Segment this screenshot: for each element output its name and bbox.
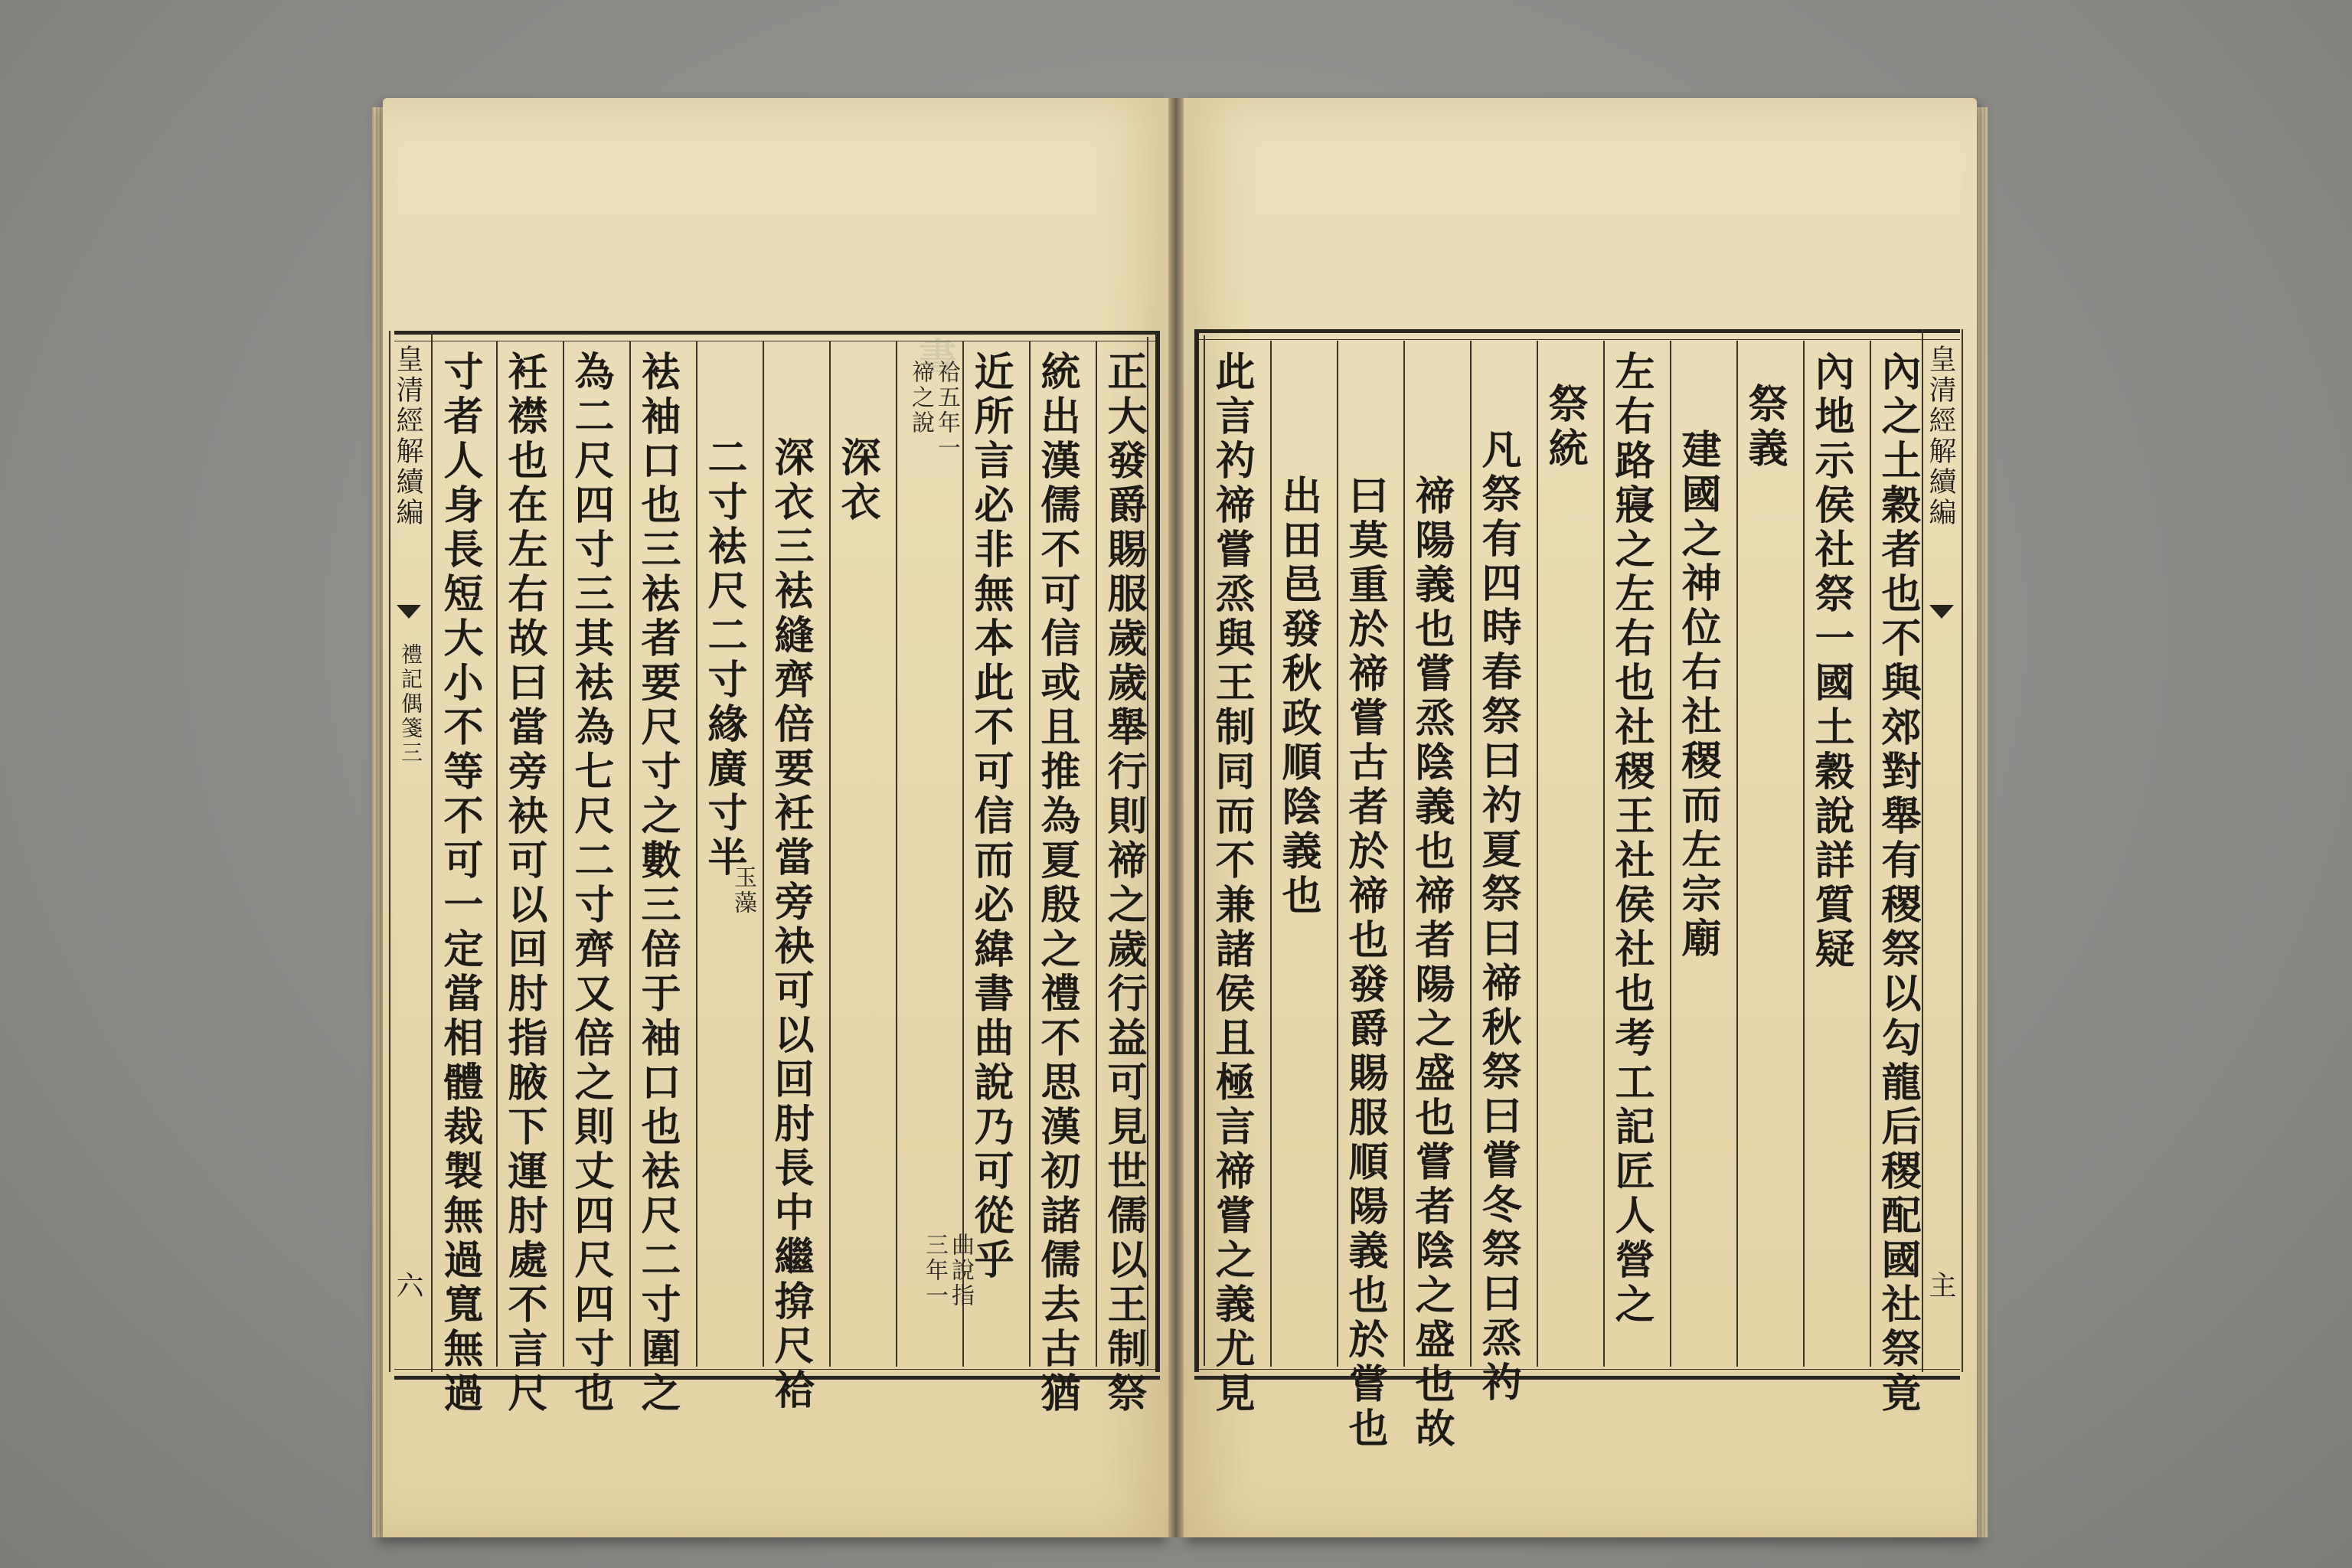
text-column: 為二尺四寸三其袪為七尺二寸齊又倍之則丈四尺四寸也 [567,351,614,1416]
column-rule [1670,341,1671,1367]
show-through-text: 書 [913,337,958,380]
left-margin-rule-2 [431,331,433,1372]
text-column: 二寸袪尺二寸緣廣寸半 [701,436,747,880]
annotation-note: 祫五年一 [933,360,960,461]
column-rule [763,341,764,1367]
column-rule [1470,341,1472,1367]
left-frame-inner-border [1155,331,1160,1372]
text-column: 近所言必非無本此不可信而必緯書曲說乃可從乎 [967,351,1014,1283]
text-column: 寸者人身長短大小不等不可一定當相體裁製無過寬無過 [436,351,483,1416]
book-gutter [1168,98,1184,1537]
text-column: 深衣三袪縫齊倍要衽當旁袂可以回肘長中繼揜尺袷 [767,436,814,1413]
text-column: 正大發爵賜服歲歲舉行則禘之歲行益可見世儒以王制祭 [1100,351,1147,1416]
column-rule [1603,341,1605,1367]
fishtail-mark [397,605,421,619]
right-frame-inner-border [1194,329,1199,1372]
column-rule [1803,341,1805,1367]
left-margin-section: 禮記偶箋三 [398,643,423,766]
annotation-note: 玉藻 [730,865,756,916]
text-column: 左右路寢之左右也社稷王社侯社也考工記匠人營之 [1608,351,1655,1328]
right-frame-inner-rule [1204,335,1205,1366]
text-column: 禘陽義也嘗烝陰義也禘者陽之盛也嘗者陰之盛也故 [1408,475,1455,1452]
column-rule [896,341,897,1367]
text-column: 出田邑發秋政順陰義也 [1275,475,1321,919]
text-column: 袪袖口也三袪者要尺寸之數三倍于袖口也袪尺二寸圍之 [634,351,681,1416]
left-margin-rule [389,331,390,1372]
left-frame-inner-rule [1147,337,1148,1366]
annotation-note: 禘之說 [907,360,934,436]
annotation-note: 三年一 [921,1233,948,1308]
annotation-note: 曲說指 [947,1233,974,1308]
section-heading-jitong: 祭統 [1541,383,1588,472]
right-margin-title: 皇清經解續編 [1925,345,1956,528]
right-margin-rule-2 [1962,329,1963,1372]
column-rule [1096,341,1097,1367]
column-rule [1870,341,1871,1367]
text-column: 衽襟也在左右故曰當旁袂可以回肘指腋下運肘處不言尺 [501,351,547,1416]
column-rule [696,341,697,1367]
section-heading-shenyi: 深衣 [834,436,880,525]
column-rule [1270,341,1272,1367]
text-column: 凡祭有四時春祭曰礿夏祭曰禘秋祭曰嘗冬祭曰烝礿 [1475,429,1521,1406]
text-column: 此言礿禘嘗烝與王制同而不兼諸侯且極言禘嘗之義尤見 [1208,351,1255,1416]
text-column: 內地示侯社祭一國土穀說詳質疑 [1808,351,1854,972]
right-page-number: 主 [1925,1271,1956,1302]
text-column: 曰莫重於禘嘗古者於禘也發爵賜服順陽義也於嘗也 [1341,475,1388,1452]
column-rule [1736,341,1738,1367]
column-rule [629,341,631,1367]
right-margin-rule [1922,329,1923,1372]
column-rule [829,341,831,1367]
section-heading-jiyi: 祭義 [1741,383,1788,472]
text-column: 統出漢儒不可信或且推為夏殷之禮不思漢初諸儒去古猶 [1034,351,1080,1416]
column-rule [1403,341,1405,1367]
left-margin-title: 皇清經解續編 [392,345,423,528]
column-rule [563,341,564,1367]
text-column: 建國之神位右社稷而左宗廟 [1674,429,1721,962]
left-page-number: 六 [392,1271,423,1302]
column-rule [1537,341,1538,1367]
column-rule [962,341,964,1367]
fishtail-mark [1929,605,1954,619]
column-rule [1029,341,1031,1367]
column-rule [1337,341,1338,1367]
text-column: 內之土穀者也不與郊對舉有稷祭以勾龍后稷配國社祭竟 [1874,351,1921,1416]
column-rule [496,341,498,1367]
